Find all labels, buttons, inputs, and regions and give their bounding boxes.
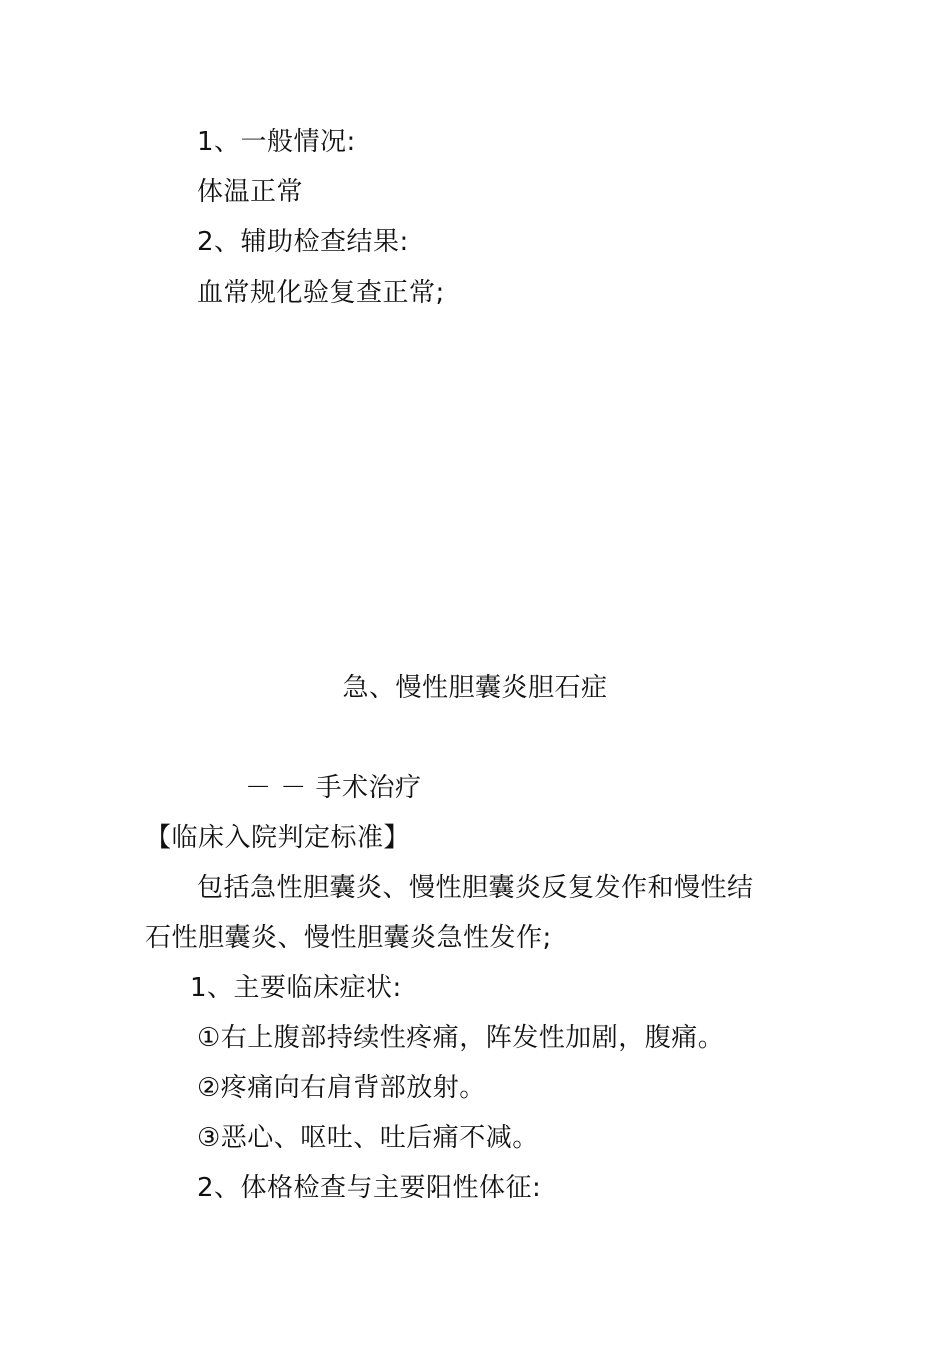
intro-line-2: 石性胆囊炎、慢性胆囊炎急性发作; [145,923,552,953]
symptom-item: ①右上腹部持续性疼痛，阵发性加剧，腹痛。 [197,1023,725,1053]
intro-line-1: 包括急性胆囊炎、慢性胆囊炎反复发作和慢性结 [197,873,754,903]
criteria-heading: 【临床入院判定标准】 [145,823,411,853]
section-title: 急、慢性胆囊炎胆石症 [342,673,608,703]
symptoms-heading: 1、主要临床症状: [190,973,402,1003]
section-subtitle: － － 手术治疗 [245,773,422,803]
temperature-normal-text: 体温正常 [197,177,304,207]
blood-test-text: 血常规化验复查正常; [197,278,445,308]
symptom-item: ③恶心、呕吐、吐后痛不减。 [197,1123,539,1153]
symptom-item: ②疼痛向右肩背部放射。 [197,1073,486,1103]
physical-exam-heading: 2、体格检查与主要阳性体征: [197,1173,542,1203]
auxiliary-exam-heading: 2、辅助检查结果: [197,227,409,257]
general-condition-heading: 1、一般情况: [197,127,356,157]
